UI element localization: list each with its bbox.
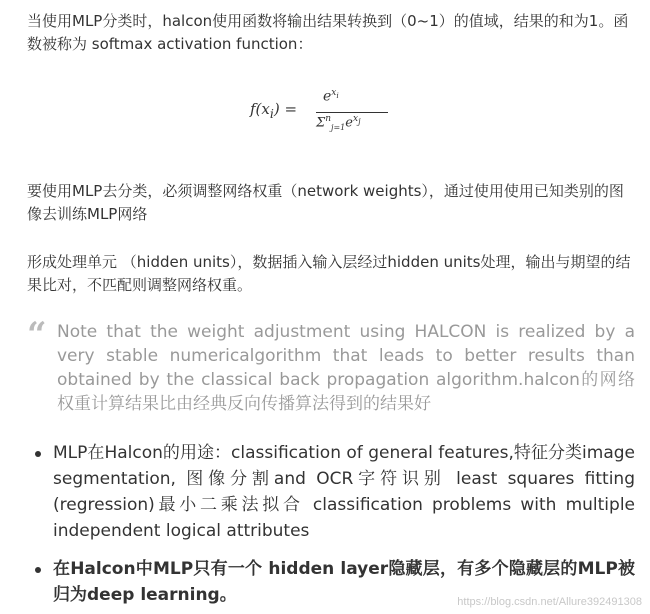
list-item: [27, 440, 635, 544]
bullet-list: [27, 440, 635, 608]
softmax-formula: [250, 88, 410, 136]
intro-paragraph: 当使用MLP分类时，halcon使用函数将输出结果转换到（0~1）的值域，结果的和为1。函数被称为 softmax activation function：: [27, 12, 629, 53]
blockquote: Note that the weight adjustment using HALCON is realized by a very stable numericalgorithm that leads to better results than obtained by the classical back propagation algorithm.halcon的网络权重计算结果比由经典反向传播算法得到的结果好: [57, 322, 635, 414]
list-item-text: MLP在Halcon的用途：classification of general features,特征分类image segmentation, 图像分割and OCR字符识别 least squares fitting (regression)最小二乘法拟合 classification problems with multiple independent logical attributes: [53, 443, 635, 541]
formula-lhs: $f(x_i)$ =: [250, 100, 298, 121]
hidden-units-paragraph: 形成处理单元 （hidden units），数据插入输入层经过hidden units处理，输出与期望的结果比对，不匹配则调整网络权重。: [27, 253, 631, 294]
quote-mark-icon: “: [27, 315, 47, 355]
formula-denominator: $\Sigma^n_{j=1}e^{x_j}$: [316, 114, 361, 132]
list-item-text: 在Halcon中MLP只有一个 hidden layer隐藏层，有多个隐藏层的MLP被归为deep learning。: [53, 559, 635, 605]
formula-numerator: $e^{x_i}$: [323, 88, 339, 105]
bullet-icon: [35, 451, 41, 457]
watermark: https://blog.csdn.net/Allure392491308: [457, 596, 642, 608]
bullet-icon: [35, 567, 41, 573]
training-paragraph: 要使用MLP去分类，必须调整网络权重（network weights），通过使用使用已知类别的图像去训练MLP网络: [27, 182, 624, 223]
fraction-bar: [316, 112, 388, 113]
